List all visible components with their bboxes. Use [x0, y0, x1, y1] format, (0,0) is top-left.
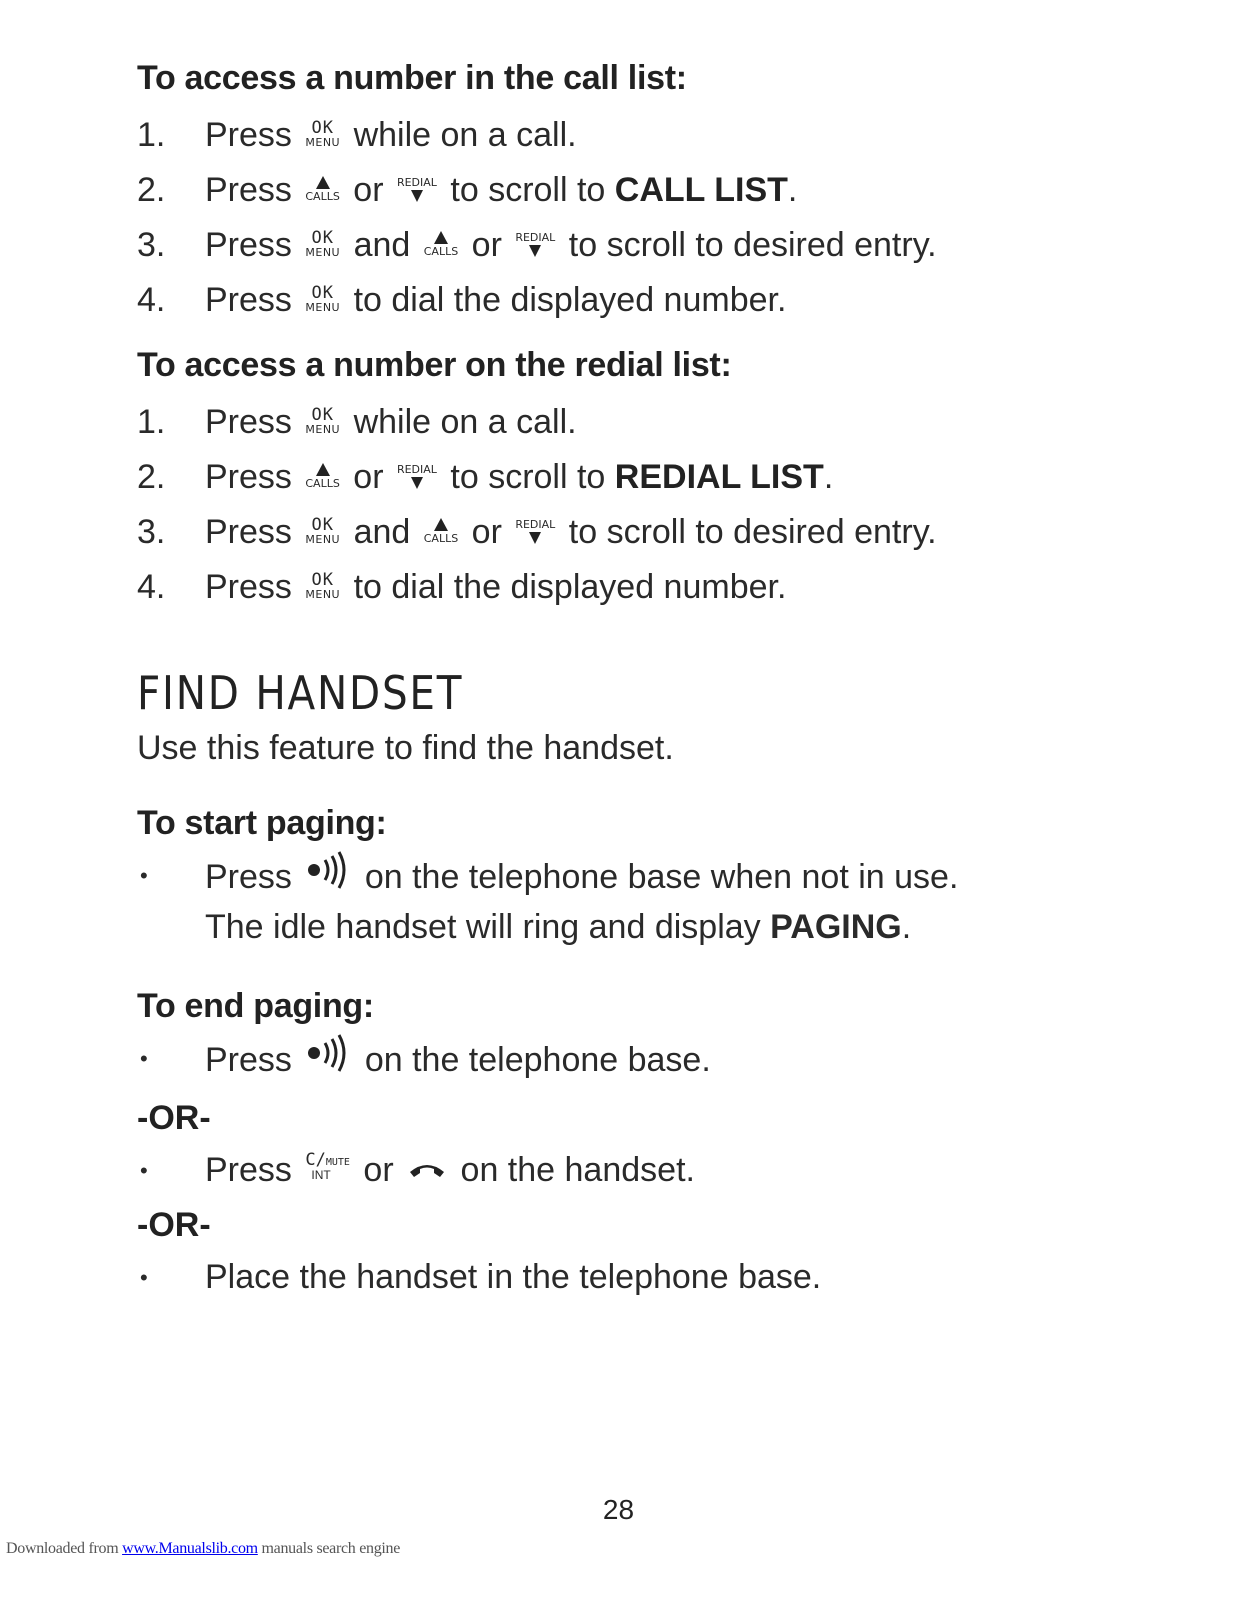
list-item	[137, 395, 1137, 450]
manualslib-link[interactable]: www.Manualslib.com	[122, 1540, 258, 1557]
step-text: to scroll to desired entry.	[568, 513, 937, 551]
step-text: or	[353, 171, 384, 209]
step-text: or	[471, 513, 502, 551]
step-text: and	[353, 226, 411, 264]
redial-down-key-icon: REDIAL	[515, 232, 555, 257]
step-number: 3.	[137, 226, 166, 264]
paging-label: PAGING	[770, 908, 902, 946]
step-number: 2.	[137, 458, 166, 496]
end-paging-list	[137, 1036, 1137, 1088]
redial-list-steps	[137, 395, 1137, 615]
step-text: Press	[205, 403, 292, 441]
end-paging-list	[137, 1148, 1137, 1195]
find-handset-page-icon	[305, 850, 351, 902]
step-number: 4.	[137, 281, 166, 319]
or-separator: -OR-	[137, 1099, 211, 1137]
list-item	[137, 505, 1137, 560]
step-text: while on a call.	[353, 403, 577, 441]
redial-list-label: REDIAL LIST	[614, 458, 824, 496]
mute-int-key-icon: C/MUTE INT	[305, 1149, 350, 1182]
end-paging-list	[137, 1255, 1137, 1300]
step-text: or	[471, 226, 502, 264]
page-content	[137, 58, 1137, 1306]
step-number: 4.	[137, 568, 166, 606]
bullet-dot: •	[140, 1046, 148, 1071]
bullet-dot: •	[140, 1158, 148, 1183]
calls-up-key-icon: CALLS	[424, 231, 458, 257]
list-item: • Press C/MUTE INT or on the handset.	[137, 1148, 1137, 1195]
call-list-heading: To access a number in the call list:	[137, 59, 687, 97]
list-item: • Press on the telephone base when not in use. The idle handset will ring and display PAGING.	[137, 853, 1137, 950]
or-separator: -OR-	[137, 1205, 211, 1244]
step-text: to scroll to desired entry.	[568, 226, 937, 264]
redial-down-key-icon: REDIAL	[515, 519, 555, 544]
step-text: and	[353, 513, 411, 551]
step-text: Press	[205, 568, 292, 606]
step-text: while on a call.	[353, 116, 577, 154]
list-item: 2. Press CALLS or REDIAL to scroll to CALL LIST.	[137, 163, 1137, 218]
step-text: Press	[205, 226, 292, 264]
section-title: FIND HANDSET	[137, 666, 464, 720]
list-item	[137, 218, 1137, 273]
list-item	[137, 560, 1137, 615]
redial-list-heading: To access a number on the redial list:	[137, 346, 732, 384]
redial-down-key-icon: REDIAL	[397, 177, 437, 202]
step-number: 3.	[137, 513, 166, 551]
start-paging-heading: To start paging:	[137, 804, 387, 842]
step-number: 2.	[137, 171, 166, 209]
page-number: 28	[602, 1494, 635, 1525]
find-handset-page-icon	[305, 1033, 351, 1085]
ok-menu-key-icon: OK MENU	[305, 515, 341, 547]
start-paging-list	[137, 853, 1137, 950]
section-intro: Use this feature to find the handset.	[137, 729, 674, 767]
step-text: to dial the displayed number.	[353, 568, 787, 606]
end-call-icon	[407, 1147, 447, 1192]
step-text: to dial the displayed number.	[353, 281, 787, 319]
step-text: to scroll to	[450, 458, 615, 496]
list-item	[137, 108, 1137, 163]
calls-up-key-icon: CALLS	[305, 463, 339, 489]
step-text: Press	[205, 116, 292, 154]
bullet-dot: •	[140, 863, 148, 888]
list-item: • Press on the telephone base.	[137, 1036, 1137, 1088]
list-item: 2. Press CALLS or REDIAL to scroll to REDIAL LIST.	[137, 450, 1137, 505]
step-text: or	[353, 458, 384, 496]
step-text: Press	[205, 171, 292, 209]
ok-menu-key-icon: OK MENU	[305, 570, 341, 602]
list-item: • Place the handset in the telephone base.	[137, 1255, 1137, 1300]
ok-menu-key-icon: OK MENU	[305, 405, 341, 437]
step-text: Press	[205, 513, 292, 551]
calls-up-key-icon: CALLS	[305, 176, 339, 202]
call-list-label: CALL LIST	[614, 171, 788, 209]
step-number: 1.	[137, 116, 166, 154]
step-text: Press	[205, 458, 292, 496]
step-text: Press	[205, 281, 292, 319]
ok-menu-key-icon: OK MENU	[305, 228, 341, 260]
step-text: to scroll to	[450, 171, 615, 209]
download-footer: Downloaded from www.Manualslib.com manuals search engine	[6, 1540, 401, 1557]
calls-up-key-icon: CALLS	[424, 518, 458, 544]
call-list-steps	[137, 108, 1137, 328]
step-number: 1.	[137, 403, 166, 441]
bullet-dot: •	[140, 1264, 148, 1290]
end-paging-heading: To end paging:	[137, 987, 374, 1025]
ok-menu-key-icon: OK MENU	[305, 283, 341, 315]
list-item	[137, 273, 1137, 328]
redial-down-key-icon: REDIAL	[397, 464, 437, 489]
ok-menu-key-icon: OK MENU	[305, 118, 341, 150]
